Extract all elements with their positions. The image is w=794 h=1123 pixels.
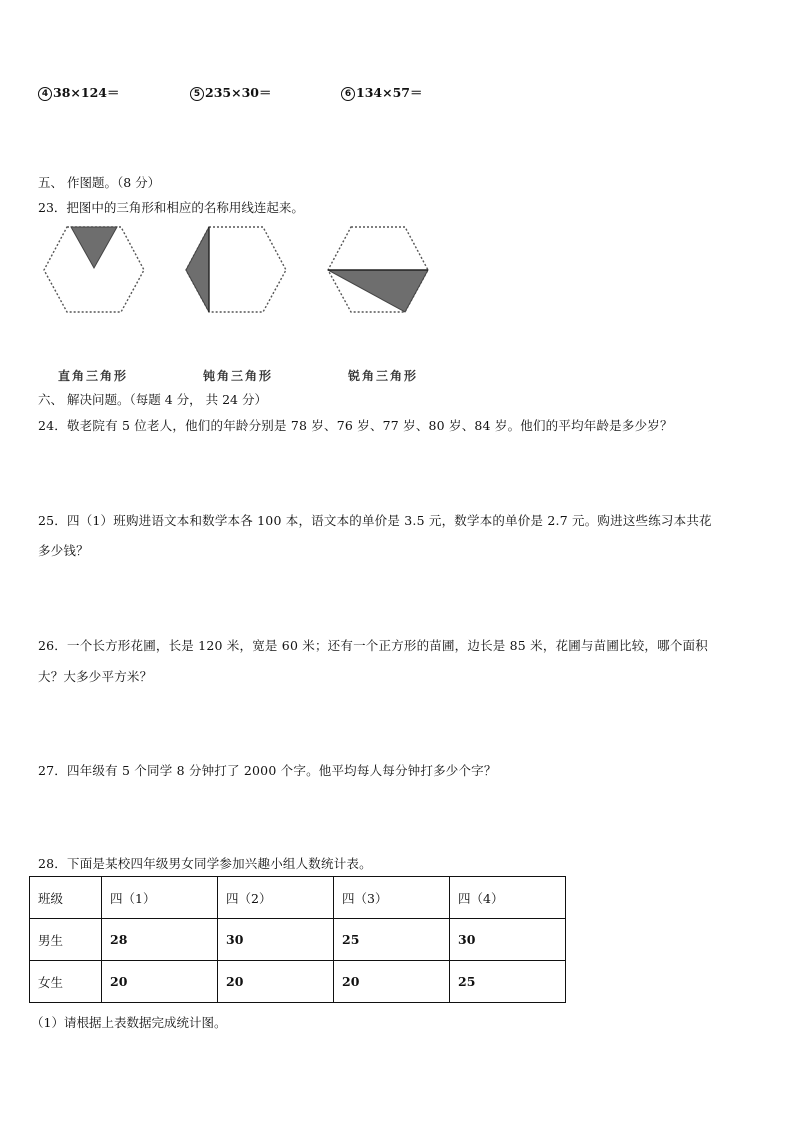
question-26-line2: 大？大多少平方米？ — [38, 669, 153, 684]
table-cell: 30 — [218, 919, 334, 961]
row-label: 女生 — [30, 961, 102, 1003]
label-right-triangle: 直角三角形 — [58, 369, 129, 383]
table-header-cell: 班级 — [30, 877, 102, 919]
section-five-title: 五、 作图题。（8 分） — [38, 175, 161, 190]
table-header-cell: 四（3） — [334, 877, 450, 919]
table-cell: 20 — [334, 961, 450, 1003]
label-obtuse-triangle: 钝角三角形 — [203, 369, 274, 383]
circled-number: 6 — [341, 87, 355, 101]
section-six-title: 六、 解决问题。（每题 4 分， 共 24 分） — [38, 392, 267, 407]
calc-expression: 235×30＝ — [205, 85, 272, 100]
row-label: 男生 — [30, 919, 102, 961]
stats-table — [29, 876, 566, 1003]
table-cell: 20 — [218, 961, 334, 1003]
table-cell: 20 — [102, 961, 218, 1003]
question-27: 27．四年级有 5 个同学 8 分钟打了 2000 个字。他平均每人每分钟打多少个字？ — [38, 763, 497, 778]
question-23: 23．把图中的三角形和相应的名称用线连起来。 — [38, 200, 304, 215]
shaded-acute-triangle — [71, 227, 117, 268]
hexagon-figure-1 — [40, 224, 148, 316]
shaded-right-triangle — [328, 270, 428, 312]
circled-number: 5 — [190, 87, 204, 101]
table-header-row — [30, 877, 566, 919]
question-28-sub1: （1）请根据上表数据完成统计图。 — [31, 1015, 227, 1030]
label-acute-triangle: 锐角三角形 — [348, 369, 419, 383]
question-28: 28．下面是某校四年级男女同学参加兴趣小组人数统计表。 — [38, 856, 372, 871]
table-cell: 28 — [102, 919, 218, 961]
table-row — [30, 961, 566, 1003]
question-25-line2: 多少钱？ — [38, 543, 89, 558]
calc-expression: 134×57＝ — [356, 85, 423, 100]
table-header-cell: 四（1） — [102, 877, 218, 919]
table-header-cell: 四（4） — [450, 877, 566, 919]
table-cell: 25 — [450, 961, 566, 1003]
calc-expression: 38×124＝ — [53, 85, 120, 100]
question-26-line1: 26．一个长方形花圃，长是 120 米，宽是 60 米；还有一个正方形的苗圃，边长是 85 米，花圃与苗圃比较，哪个面积 — [38, 638, 708, 653]
table-cell: 25 — [334, 919, 450, 961]
calc-item-6 — [341, 83, 422, 101]
calc-item-5 — [190, 83, 271, 101]
hexagon-figure-3 — [324, 224, 432, 316]
question-24: 24．敬老院有 5 位老人，他们的年龄分别是 78 岁、76 岁、77 岁、80 岁、84 岁。他们的平均年龄是多少岁？ — [38, 418, 673, 433]
hexagon-figure-2 — [182, 224, 290, 316]
table-row — [30, 919, 566, 961]
circled-number: 4 — [38, 87, 52, 101]
table-header-cell: 四（2） — [218, 877, 334, 919]
question-25-line1: 25．四（1）班购进语文本和数学本各 100 本，语文本的单价是 3.5 元，数学本的单价是 2.7 元。购进这些练习本共花 — [38, 513, 712, 528]
shaded-obtuse-triangle — [186, 227, 209, 312]
table-cell: 30 — [450, 919, 566, 961]
calc-item-4 — [38, 83, 119, 101]
